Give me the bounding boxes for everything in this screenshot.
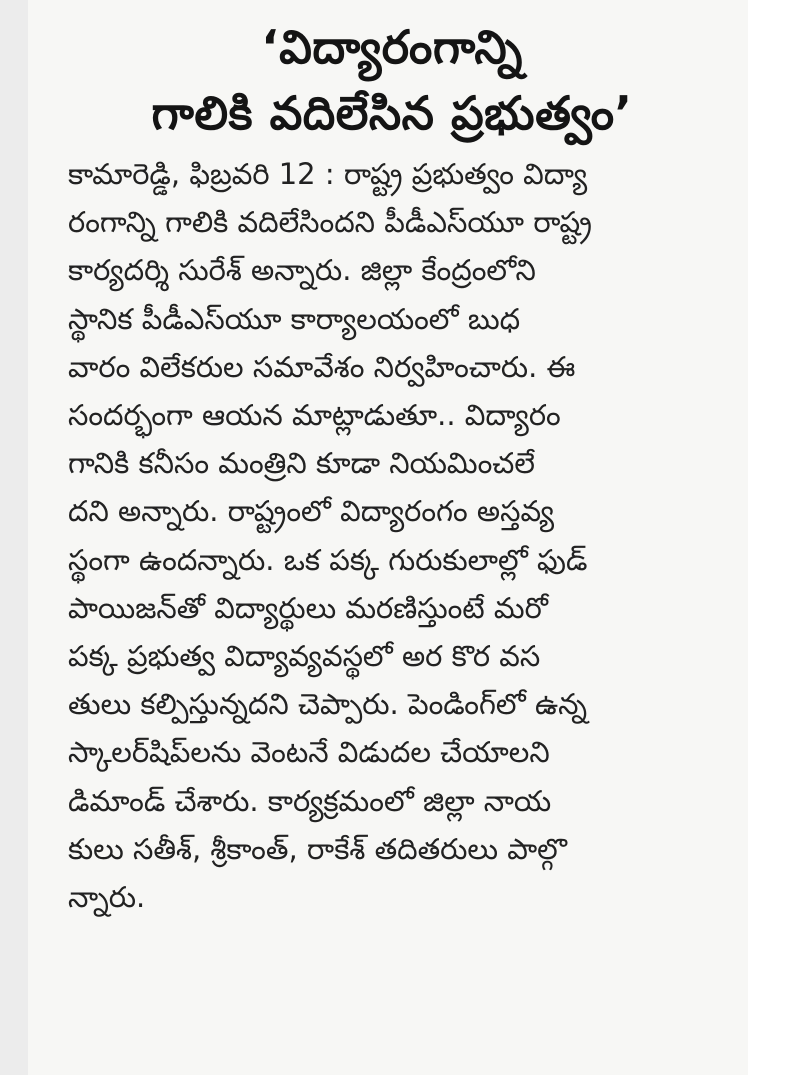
body-line: తులు కల్పిస్తున్నదని చెప్పారు. పెండింగ్‌లో ఉన్న <box>68 687 588 722</box>
headline-line-1: ‘విద్యారంగాన్ని <box>261 20 523 74</box>
body-line: న్నారు. <box>68 880 146 915</box>
left-margin <box>0 0 28 1075</box>
body-line: స్థానిక పీడీఎస్‌యూ కార్యాలయంలో బుధ <box>68 301 521 336</box>
body-line: స్కాలర్‌షిప్‌లను వెంటనే విడుదల చేయాలని <box>68 735 550 770</box>
body-line: గానికి కనీసం మంత్రిని కూడా నియమించలే <box>68 446 535 481</box>
body-line: పాయిజన్‌తో విద్యార్థులు మరణిస్తుంటే మరో <box>68 590 548 625</box>
headline-line-2: గాలికి వదిలేసిన ప్రభుత్వం’ <box>151 86 633 140</box>
body-line: స్థంగా ఉందన్నారు. ఒక పక్క గురుకులాల్లో ఫుడ్ <box>68 542 588 577</box>
body-line: పక్క ప్రభుత్వ విద్యావ్యవస్థలో అర కొర వస <box>68 639 541 674</box>
body-line: రంగాన్ని గాలికి వదిలేసిందని పీడీఎస్‌యూ రాష్ట్ర <box>68 205 592 240</box>
body-line: దని అన్నారు. రాష్ట్రంలో విద్యారంగం అస్తవ్య <box>68 494 555 529</box>
body-line: కార్యదర్శి సురేశ్ అన్నారు. జిల్లా కేంద్రంలోని <box>68 253 536 288</box>
newspaper-clipping <box>28 0 748 1075</box>
headline <box>68 14 716 146</box>
article-body <box>68 150 716 921</box>
body-line: డిమాండ్ చేశారు. కార్యక్రమంలో జిల్లా నాయ <box>68 783 552 818</box>
body-line: కులు సతీశ్, శ్రీకాంత్, రాకేశ్ తదితరులు పాల్గొ <box>68 831 567 866</box>
body-line: సందర్భంగా ఆయన మాట్లాడుతూ.. విద్యారం <box>68 398 561 433</box>
right-margin <box>748 0 800 1075</box>
body-line: వారం విలేకరుల సమావేశం నిర్వహించారు. ఈ <box>68 349 576 384</box>
body-line: కామారెడ్డి, ఫిబ్రవరి 12 : రాష్ట్ర ప్రభుత్వం విద్యా <box>68 157 588 191</box>
